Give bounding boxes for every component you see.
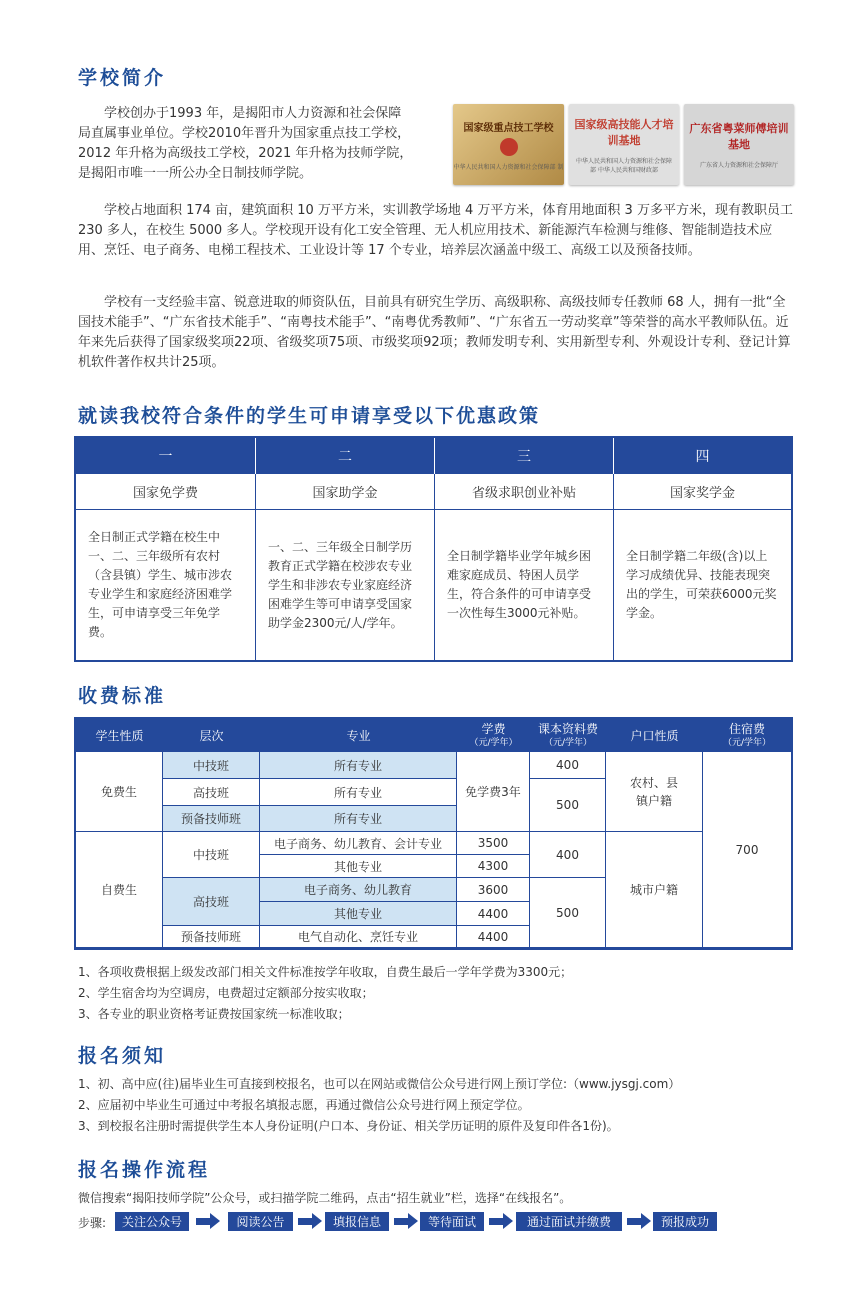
- intro-p1-line-2: 局直属事业单位。学校2010年晋升为国家重点技工学校，: [78, 126, 411, 141]
- step-arrow-3-icon: [408, 1213, 418, 1229]
- policy-desc-1: 全日制正式学籍在校生中一、二、三年级所有农村（含县镇）学生、城市涉农专业学生和家庭经济困难学生，可申请享受三年免学费。: [88, 530, 233, 639]
- intro-p1-line-3: 2012 年升格为高级技工学校，2021 年升格为技师学院，: [78, 146, 413, 161]
- fee-tuition-1: 3500: [457, 832, 530, 855]
- step-arrow-2-body: [298, 1218, 312, 1225]
- emblem-icon: [500, 138, 518, 156]
- fee-header-major: [260, 719, 457, 752]
- fee-dorm: 700: [703, 752, 791, 948]
- fee-header-material-unit: （元/学年）: [543, 737, 593, 748]
- fee-level-mid-paid: 中技班: [163, 832, 260, 878]
- fee-header-level-label: 层次: [199, 728, 224, 743]
- fee-header-hukou: [606, 719, 703, 752]
- fee-note-3: 3、各专业的职业资格考证费按国家统一标准收取；: [78, 1007, 350, 1021]
- plaque-high-skill-base: [569, 104, 679, 185]
- step-pass-and-pay: 通过面试并缴费: [516, 1212, 622, 1231]
- intro-paragraph-2: 学校占地面积 174 亩，建筑面积 10 万平方米，实训教学场地 4 万平方米，体育用地面积 3 万多平方米，现有教职员工230 多人，在校生 5000 多人。学校现开设有化工安全管理、无人机应用技术、新能源汽车检测与维修、智能制造技术应用、烹饪、电子商务、电梯工程技术、工业设计等 17 个专业，培养层次涵盖中级工、高级工以及预备技师。: [78, 203, 793, 258]
- step-success: 预报成功: [653, 1212, 717, 1231]
- fee-type-free: 免费生: [76, 752, 163, 832]
- policy-name-2: 国家助学金: [256, 474, 435, 510]
- step-arrow-4-body: [489, 1218, 503, 1225]
- plaque-1-title: 国家级重点技工学校: [463, 122, 554, 134]
- fee-tuition-3: 3600: [457, 878, 530, 902]
- fee-tuition-5: 4400: [457, 926, 530, 948]
- fee-material-free-mid: 400: [530, 752, 606, 779]
- fee-tuition-free: 免学费3年: [457, 752, 530, 832]
- signup-title: 报名须知: [78, 1045, 167, 1067]
- fee-header-type-label: 学生性质: [95, 728, 144, 743]
- policy-col-num-2: 二: [256, 438, 435, 474]
- policy-name-4: 国家奖学金: [614, 474, 791, 510]
- fee-major-ec-accounting: 电子商务、幼儿教育、会计专业: [260, 832, 457, 855]
- policy-col-num-1: 一: [76, 438, 256, 474]
- fee-header-dorm: [703, 719, 791, 752]
- plaque-3-title: 广东省粤菜师傅培训基地: [689, 122, 789, 151]
- plaque-1-issuer: 中华人民共和国人力资源和社会保障部 制: [453, 163, 564, 171]
- fee-hukou-city: 城市户籍: [606, 832, 703, 948]
- fee-tuition-2: 4300: [457, 855, 530, 878]
- fees-title: 收费标准: [78, 685, 167, 707]
- signup-list: [78, 1074, 798, 1137]
- plaque-3-issuer: 广东省人力资源和社会保障厅: [699, 162, 778, 169]
- policy-desc-2-cell: [256, 510, 435, 660]
- plaque-key-technical-school: [453, 104, 564, 185]
- fee-header-dorm-unit: （元/学年）: [722, 737, 772, 748]
- fee-level-high-paid: 高技班: [163, 878, 260, 926]
- plaque-2-issuer: 中华人民共和国人力资源和社会保障部 中华人民共和国财政部: [575, 157, 672, 174]
- signup-item-1: 1、初、高中应(往)届毕业生可直接到校报名，也可以在网站或微信公众号进行网上预订学位:（www.jysgj.com）: [78, 1077, 681, 1091]
- fee-major-all-2: 所有专业: [260, 779, 457, 806]
- fee-hukou-rural: 农村、县镇户籍: [606, 752, 703, 832]
- fee-header-dorm-label: 住宿费: [728, 721, 765, 736]
- policy-desc-4-cell: [614, 510, 791, 660]
- fee-header-type: [76, 719, 163, 752]
- step-arrow-5-body: [627, 1218, 641, 1225]
- fee-major-other-mid: 其他专业: [260, 855, 457, 878]
- fee-level-mid-free: 中技班: [163, 752, 260, 779]
- policy-name-1: 国家免学费: [76, 474, 256, 510]
- step-arrow-4-icon: [503, 1213, 513, 1229]
- fee-header-material: [530, 719, 606, 752]
- step-arrow-3-body: [394, 1218, 408, 1225]
- fee-header-material-label: 课本资料费: [537, 721, 598, 736]
- plaque-cantonese-chef-base: [684, 104, 794, 185]
- fee-major-all-3: 所有专业: [260, 806, 457, 832]
- step-arrow-2-icon: [312, 1213, 322, 1229]
- fee-material-paid-mid: 400: [530, 832, 606, 878]
- fee-major-other-high: 其他专业: [260, 902, 457, 926]
- fee-header-level: [163, 719, 260, 752]
- step-arrow-1-body: [196, 1218, 210, 1225]
- policy-desc-3: 全日制学籍毕业学年城乡困难家庭成员、特困人员学生，符合条件的可申请享受一次性每生3000元补贴。: [447, 549, 592, 620]
- step-fill-info: 填报信息: [325, 1212, 389, 1231]
- policy-desc-3-cell: [435, 510, 614, 660]
- policy-table: [74, 436, 793, 662]
- fee-notes: [78, 962, 798, 1025]
- step-arrow-5-icon: [641, 1213, 651, 1229]
- process-title: 报名操作流程: [78, 1159, 211, 1181]
- fee-header-major-label: 专业: [346, 728, 371, 743]
- fee-material-paid-high: 500: [530, 878, 606, 948]
- intro-paragraph-1: [78, 104, 448, 184]
- fee-major-electrical-cooking: 电气自动化、烹饪专业: [260, 926, 457, 948]
- fee-header-tuition-label: 学费: [481, 721, 506, 736]
- fee-tuition-4: 4400: [457, 902, 530, 926]
- plaque-2-title: 国家级高技能人才培训基地: [574, 117, 674, 147]
- intro-title: 学校简介: [78, 67, 167, 89]
- policy-desc-4: 全日制学籍二年级(含)以上学习成绩优异、技能表现突出的学生，可荣获6000元奖学金。: [626, 549, 777, 620]
- fee-level-prep-free: 预备技师班: [163, 806, 260, 832]
- fee-material-free-high: 500: [530, 779, 606, 832]
- fee-header-hukou-label: 户口性质: [630, 728, 679, 743]
- policy-col-num-4: 四: [614, 438, 791, 474]
- policy-desc-2: 一、二、三年级全日制学历教育正式学籍在校涉农专业学生和非涉农专业家庭经济困难学生等可申请享受国家助学金2300元/人/学年。: [268, 539, 413, 630]
- intro-p1-line-1: 学校创办于1993 年，是揭阳市人力资源和社会保障: [104, 106, 402, 121]
- intro-paragraph-3: 学校有一支经验丰富、锐意进取的师资队伍，目前具有研究生学历、高级职称、高级技师专任教师 68 人，拥有一批“全国技术能手”、“广东省技术能手”、“南粤技术能手”、“南粤优秀教师”、“广东省五一劳动奖章”等荣誉的高水平教师队伍。近年来先后获得了国家级奖项22项、省级奖项75项、市级奖项92项；教师发明专利、实用新型专利、外观设计专利、登记计算机软件著作权共计25项。: [78, 295, 791, 370]
- step-follow-account: 关注公众号: [115, 1212, 189, 1231]
- fee-note-1: 1、各项收费根据上级发改部门相关文件标准按学年收取，自费生最后一学年学费为3300元；: [78, 965, 573, 979]
- fee-type-paid: 自费生: [76, 832, 163, 948]
- fee-header-tuition: [457, 719, 530, 752]
- fee-level-prep-paid: 预备技师班: [163, 926, 260, 948]
- policy-desc-1-cell: [76, 510, 256, 660]
- fee-header-tuition-unit: （元/学年）: [469, 737, 518, 748]
- signup-item-2: 2、应届初中毕业生可通过中考报名填报志愿，再通过微信公众号进行网上预定学位。: [78, 1098, 530, 1112]
- intro-p1-line-4: 是揭阳市唯一一所公办全日制技师学院。: [78, 166, 313, 181]
- fee-level-high-free: 高技班: [163, 779, 260, 806]
- fee-major-all-1: 所有专业: [260, 752, 457, 779]
- signup-item-3: 3、到校报名注册时需提供学生本人身份证明(户口本、身份证、相关学历证明的原件及复印件各1份)。: [78, 1119, 619, 1133]
- step-wait-interview: 等待面试: [420, 1212, 484, 1231]
- step-read-notice: 阅读公告: [228, 1212, 293, 1231]
- fee-note-2: 2、学生宿舍均为空调房，电费超过定额部分按实收取；: [78, 986, 374, 1000]
- policy-title: 就读我校符合条件的学生可申请享受以下优惠政策: [78, 405, 541, 427]
- fee-major-ec-preschool: 电子商务、幼儿教育: [260, 878, 457, 902]
- step-arrow-1-icon: [210, 1213, 220, 1229]
- fee-table: [74, 717, 793, 950]
- process-desc: 微信搜索“揭阳技师学院”公众号，或扫描学院二维码，点击“招生就业”栏，选择“在线报名”。: [78, 1191, 572, 1205]
- steps-label: 步骤:: [78, 1216, 107, 1230]
- policy-name-3: 省级求职创业补贴: [435, 474, 614, 510]
- policy-col-num-3: 三: [435, 438, 614, 474]
